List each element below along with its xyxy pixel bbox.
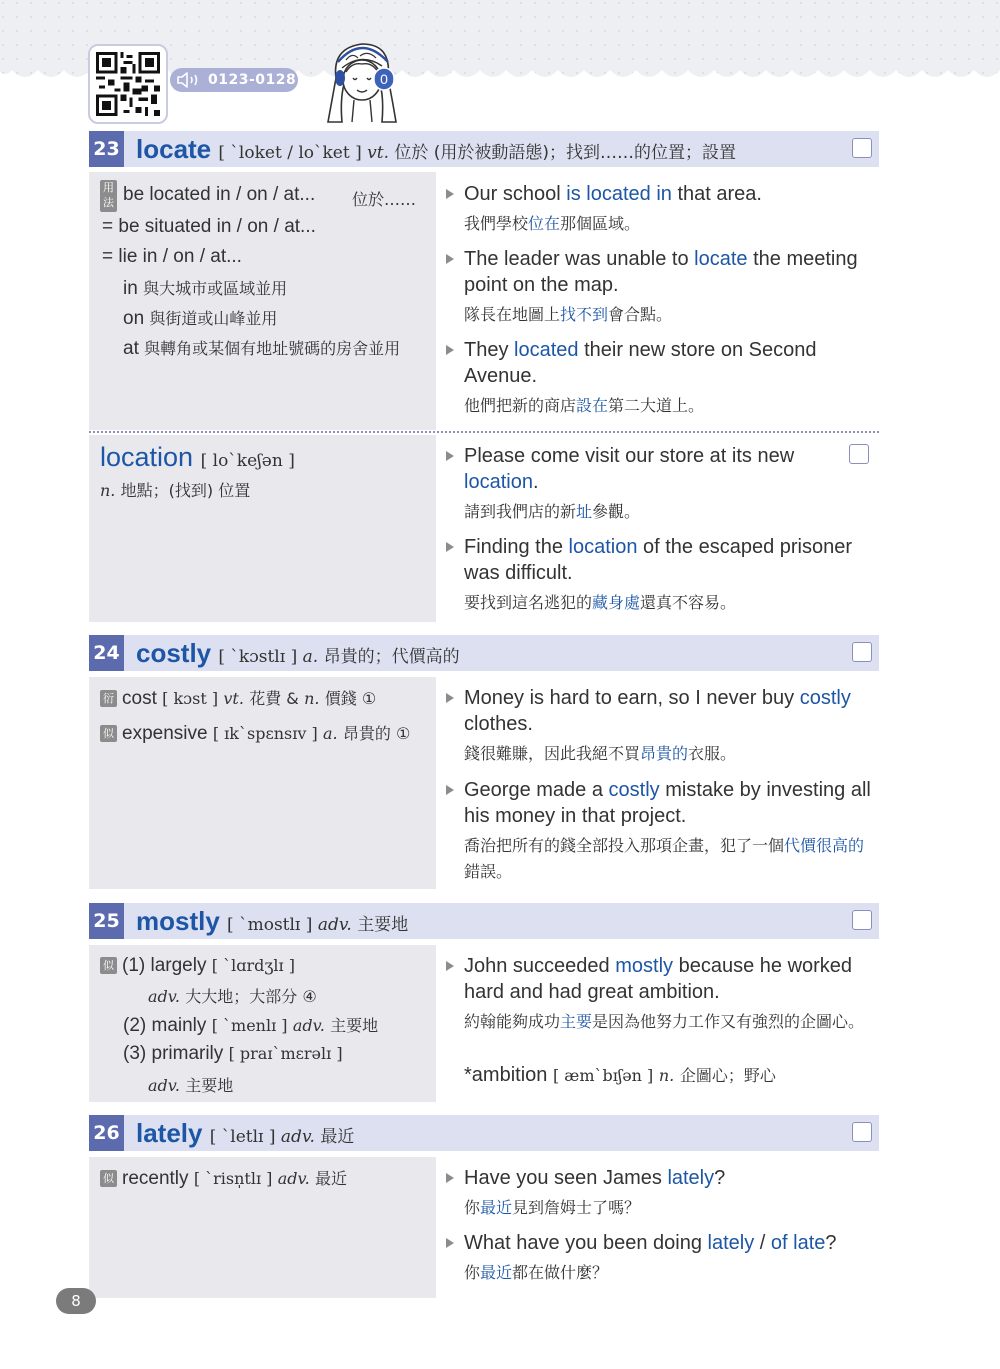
entry-23-notes-panel [89, 172, 436, 430]
example-translation: 你最近見到詹姆士了嗎？ [464, 1198, 641, 1217]
synonym-line: 似 recently [ ˋrisn̩tlɪ ] adv. 最近 [100, 1166, 347, 1190]
example-sentence: George made a costly mistake by investing all his money in that project. [464, 779, 871, 827]
example-translation: 請到我們店的新址參觀。 [464, 502, 641, 521]
example-sentence: Have you seen James lately? [464, 1167, 726, 1189]
entry-number: 25 [89, 903, 124, 939]
entry-24-header [89, 635, 879, 671]
pronunciation: [ ˋletlɪ ] [209, 1127, 276, 1147]
synonym-badge: 似 [100, 1170, 117, 1187]
headword [136, 131, 736, 171]
bullet-arrow-icon [446, 451, 454, 461]
sub-headword: location [ loˋkeʃən ] [100, 442, 295, 472]
example-sentence: The leader was unable to locate the meeting point on the map. [464, 248, 858, 296]
sub-meaning: n. 地點；(找到) 位置 [100, 481, 251, 500]
synonym-line: (2) mainly [ ˋmenlɪ ] adv. 主要地 [123, 1015, 379, 1036]
entry-25-header [89, 903, 879, 939]
meaning: 最近 [320, 1127, 355, 1147]
example-translation: 你最近都在做什麼？ [464, 1263, 609, 1282]
review-checkbox[interactable] [852, 1122, 872, 1142]
entry-number: 23 [89, 131, 124, 167]
headword [136, 903, 408, 943]
review-checkbox[interactable] [849, 444, 869, 464]
page-number: 8 [56, 1288, 96, 1314]
part-of-speech: vt. [367, 143, 389, 163]
bullet-arrow-icon [446, 961, 454, 971]
example-sentence: What have you been doing lately / of late? [464, 1232, 837, 1254]
usage-line-3: = lie in / on / at... [102, 246, 242, 267]
bullet-arrow-icon [446, 785, 454, 795]
audio-track-range: 0123-0128 [208, 72, 297, 88]
bullet-arrow-icon [446, 345, 454, 355]
example-sentence: Money is hard to earn, so I never buy costly clothes. [464, 687, 851, 735]
headword-text: mostly [136, 906, 220, 936]
part-of-speech: adv. [280, 1127, 315, 1147]
headword-text: costly [136, 638, 212, 668]
example-translation: 我們學校位在那個區域。 [464, 214, 641, 233]
meaning: 主要地 [357, 915, 409, 935]
derivative-badge: 衍 [100, 690, 117, 707]
example-translation: 要找到這名逃犯的藏身處還真不容易。 [464, 593, 737, 612]
review-checkbox[interactable] [852, 138, 872, 158]
pronunciation: [ loˋkeʃən ] [200, 451, 295, 471]
example-translation: 錢很難賺，因此我絕不買昂貴的衣服。 [464, 744, 737, 763]
usage-line-2: = be situated in / on / at... [102, 216, 316, 237]
review-checkbox[interactable] [852, 910, 872, 930]
entry-23-header [89, 131, 879, 167]
synonym-meaning: adv. 大大地；大部分 ④ [148, 987, 317, 1006]
pronunciation: [ ˋmostlɪ ] [227, 915, 313, 935]
bullet-arrow-icon [446, 1173, 454, 1183]
review-checkbox[interactable] [852, 642, 872, 662]
qr-code-image [96, 52, 160, 116]
headword-text: lately [136, 1118, 203, 1148]
example-sentence: Our school is located in that area. [464, 183, 762, 205]
usage-note-at: at 與轉角或某個有地址號碼的房舍並用 [123, 338, 401, 359]
meaning: 位於 (用於被動語態)；找到……的位置；設置 [394, 143, 737, 163]
bullet-arrow-icon [446, 254, 454, 264]
entry-26-header [89, 1115, 879, 1151]
part-of-speech: a. [302, 647, 319, 667]
synonym-badge: 似 [100, 725, 117, 742]
example-translation: 隊長在地圖上找不到會合點。 [464, 305, 673, 324]
usage-note-in: in 與大城市或區域並用 [123, 278, 288, 299]
synonym-line: 似 (1) largely [ ˋlɑrdʒlɪ ] [100, 955, 295, 977]
example-sentence: They located their new store on Second Avenue. [464, 339, 817, 387]
speech-bubble-text: 0 [380, 71, 388, 87]
pronunciation: [ ˋloket / loˋket ] [218, 143, 362, 163]
usage-badge: 用法 [100, 180, 117, 212]
synonym-badge: 似 [100, 957, 117, 974]
audio-track-label[interactable] [170, 68, 298, 92]
example-translation: 他們把新的商店設在第二大道上。 [464, 396, 705, 415]
headword [136, 1115, 354, 1155]
bullet-arrow-icon [446, 542, 454, 552]
synonym-meaning: adv. 主要地 [148, 1076, 234, 1095]
example-sentence: Please come visit our store at its new location. [464, 445, 795, 493]
derivative-line: 衍 cost [ kɔst ] vt. 花費 & n. 價錢 ① [100, 686, 376, 710]
synonym-line: 似 expensive [ ɪkˋspɛnsɪv ] a. 昂貴的 ① [100, 721, 410, 745]
meaning: 昂貴的；代價高的 [323, 647, 460, 667]
entry-number: 24 [89, 635, 124, 671]
usage-line-1: be located in / on / at... [123, 184, 316, 205]
bullet-arrow-icon [446, 693, 454, 703]
usage-note-on: on 與街道或山峰並用 [123, 308, 278, 329]
entry-number: 26 [89, 1115, 124, 1151]
speaker-icon [176, 72, 204, 88]
qr-code[interactable] [88, 44, 168, 124]
example-sentence: Finding the location of the escaped prisoner was difficult. [464, 536, 853, 584]
girl-with-headphones-illustration [322, 38, 404, 126]
headword-text: locate [136, 134, 212, 164]
example-translation: 約翰能夠成功主要是因為他努力工作又有強烈的企圖心。 [464, 1012, 865, 1031]
pronunciation: [ ˋkɔstlɪ ] [218, 647, 298, 667]
example-sentence: John succeeded mostly because he worked hard and had great ambition. [464, 955, 853, 1003]
headword [136, 635, 460, 675]
bullet-arrow-icon [446, 1238, 454, 1248]
usage-line-1-meaning: 位於…… [352, 190, 417, 209]
vocab-note: *ambition [ æmˋbɪʃən ] n. 企圖心；野心 [464, 1064, 776, 1086]
dotted-divider [89, 431, 879, 433]
part-of-speech: adv. [317, 915, 352, 935]
synonym-line: (3) primarily [ praɪˋmɛrəlɪ ] [123, 1043, 343, 1064]
bullet-arrow-icon [446, 189, 454, 199]
example-translation: 喬治把所有的錢全部投入那項企畫，犯了一個代價很高的錯誤。 [464, 836, 865, 881]
